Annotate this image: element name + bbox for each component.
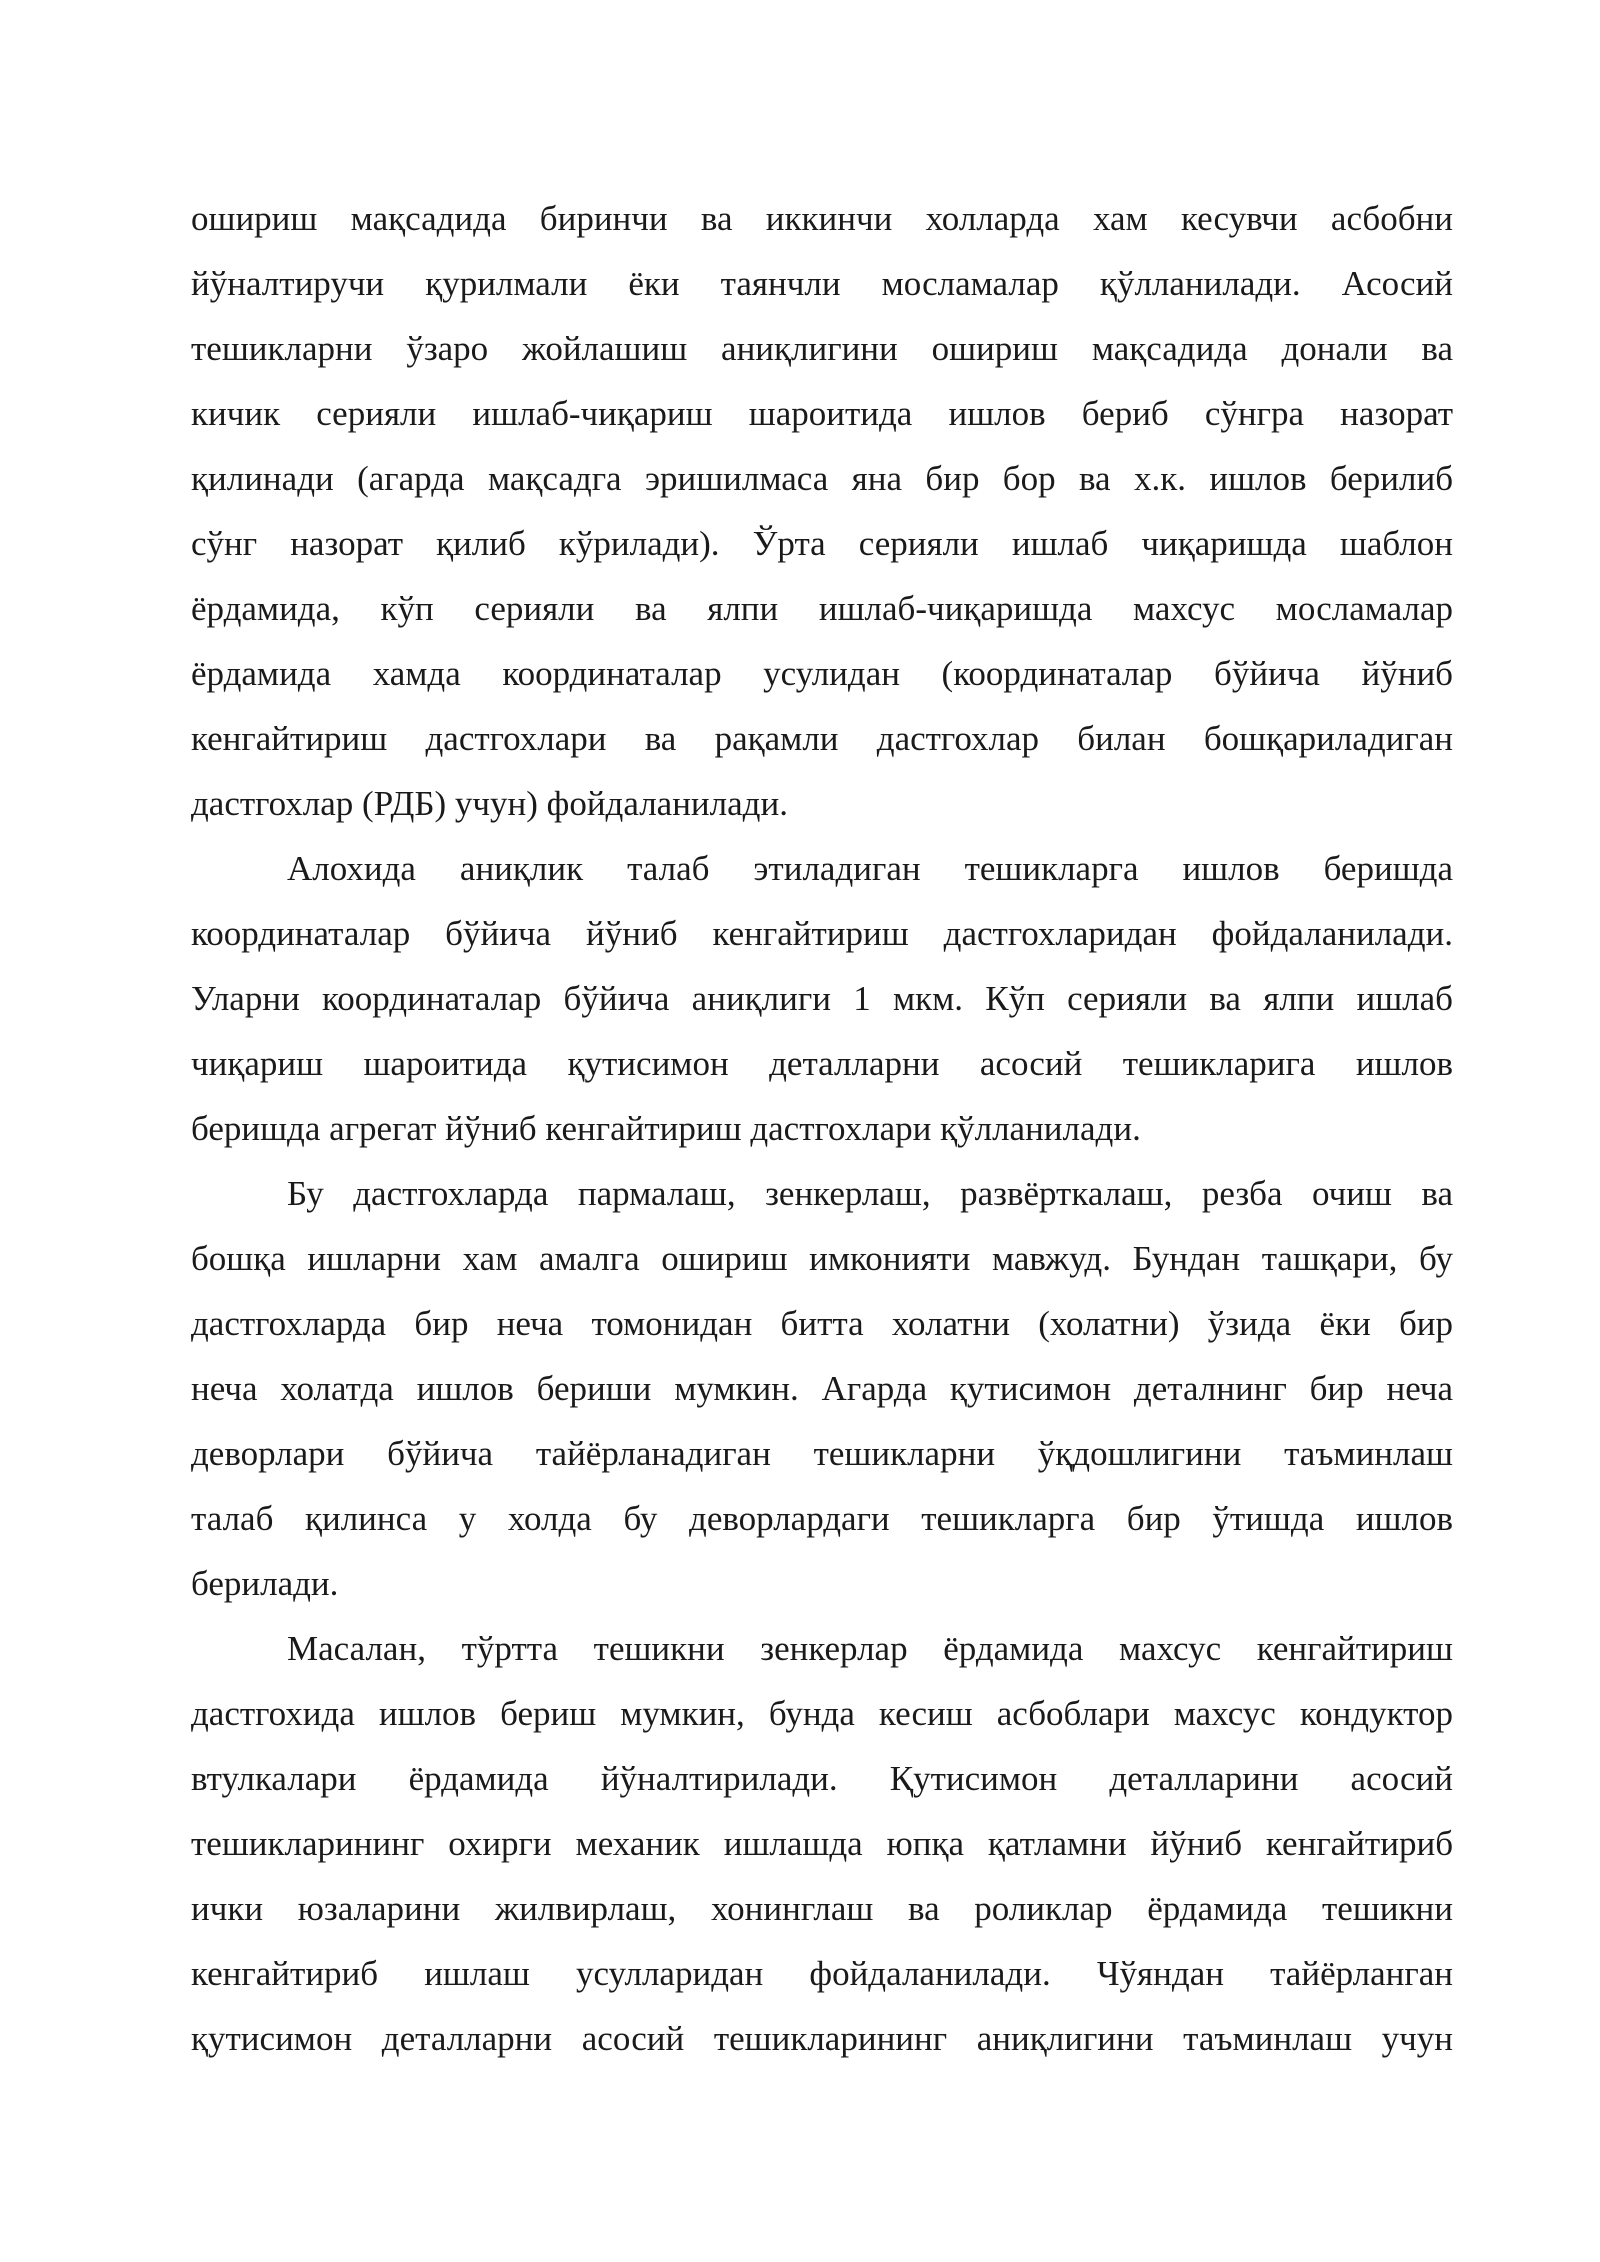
text-line: кичик серияли ишлаб-чиқариш шароитида ишлов бериб сўнгра назорат xyxy=(191,394,1453,433)
text-line: чиқариш шароитида қутисимон деталларни асосий тешикларига ишлов xyxy=(191,1044,1453,1083)
text-line: берилади. xyxy=(191,1564,339,1603)
text-line: кенгайтириш дастгохлари ва рақамли дастгохлар билан бошқариладиган xyxy=(191,719,1453,758)
text-line: Масалан, тўртта тешикни зенкерлар ёрдамида махсус кенгайтириш xyxy=(287,1629,1453,1668)
text-line: талаб қилинса у холда бу деворлардаги тешикларга бир ўтишда ишлов xyxy=(191,1499,1453,1538)
text-line: дастгохлар (РДБ) учун) фойдаланилади. xyxy=(191,784,788,823)
text-line: тешикларининг охирги механик ишлашда юпқа қатламни йўниб кенгайтириб xyxy=(191,1824,1453,1863)
text-line: қилинади (агарда мақсадга эришилмаса яна бир бор ва х.к. ишлов берилиб xyxy=(191,459,1453,498)
paragraph-4 xyxy=(191,1616,1453,2071)
text-line: йўналтиручи қурилмали ёки таянчли мосламалар қўлланилади. Асосий xyxy=(191,264,1453,303)
paragraph-3 xyxy=(191,1161,1453,1616)
paragraph-2 xyxy=(191,836,1453,1161)
text-line: дастгохида ишлов бериш мумкин, бунда кесиш асбоблари махсус кондуктор xyxy=(191,1694,1453,1733)
text-line: Бу дастгохларда пармалаш, зенкерлаш, развёрткалаш, резба очиш ва xyxy=(287,1174,1453,1213)
text-line: ошириш мақсадида биринчи ва иккинчи холларда хам кесувчи асбобни xyxy=(191,199,1453,238)
document-text-body xyxy=(191,186,1453,2071)
text-line: координаталар бўйича йўниб кенгайтириш дастгохларидан фойдаланилади. xyxy=(191,914,1453,953)
text-line: дастгохларда бир неча томонидан битта холатни (холатни) ўзида ёки бир xyxy=(191,1304,1453,1343)
text-line: сўнг назорат қилиб кўрилади). Ўрта серияли ишлаб чиқаришда шаблон xyxy=(191,524,1453,563)
text-line: Алохида аниқлик талаб этиладиган тешикларга ишлов беришда xyxy=(287,849,1453,888)
text-line: Уларни координаталар бўйича аниқлиги 1 мкм. Кўп серияли ва ялпи ишлаб xyxy=(191,979,1453,1018)
text-line: ички юзаларини жилвирлаш, хонинглаш ва роликлар ёрдамида тешикни xyxy=(191,1889,1453,1928)
paragraph-1 xyxy=(191,186,1453,836)
text-line: беришда агрегат йўниб кенгайтириш дастгохлари қўлланилади. xyxy=(191,1109,1141,1148)
text-line: кенгайтириб ишлаш усулларидан фойдаланилади. Чўяндан тайёрланган xyxy=(191,1954,1453,1993)
text-line: ёрдамида, кўп серияли ва ялпи ишлаб-чиқаришда махсус мосламалар xyxy=(191,589,1453,628)
text-line: втулкалари ёрдамида йўналтирилади. Қутисимон деталларини асосий xyxy=(191,1759,1453,1798)
text-line: неча холатда ишлов бериши мумкин. Агарда қутисимон деталнинг бир неча xyxy=(191,1369,1453,1408)
text-line: қутисимон деталларни асосий тешикларининг аниқлигини таъминлаш учун xyxy=(191,2019,1453,2058)
text-line: деворлари бўйича тайёрланадиган тешикларни ўқдошлигини таъминлаш xyxy=(191,1434,1453,1473)
text-line: бошқа ишларни хам амалга ошириш имконияти мавжуд. Бундан ташқари, бу xyxy=(191,1239,1453,1278)
text-line: тешикларни ўзаро жойлашиш аниқлигини ошириш мақсадида донали ва xyxy=(191,329,1453,368)
text-line: ёрдамида хамда координаталар усулидан (координаталар бўйича йўниб xyxy=(191,654,1453,693)
